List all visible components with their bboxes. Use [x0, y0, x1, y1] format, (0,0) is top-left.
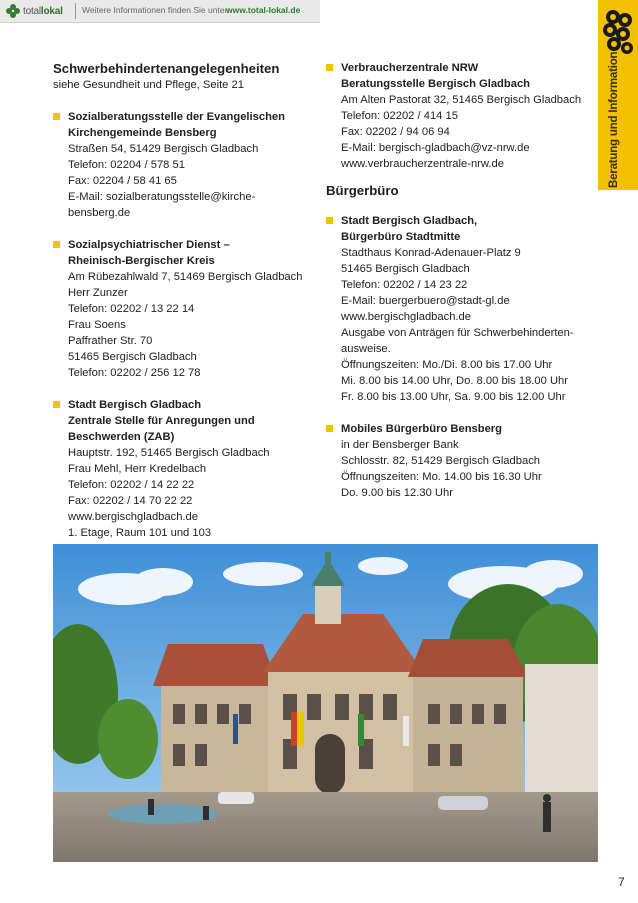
entry-phone: Telefon: 02202 / 414 15: [341, 110, 458, 122]
entry-title-line: Stadt Bergisch Gladbach,: [341, 215, 478, 227]
entry-contact-name: Frau Soens: [68, 319, 126, 331]
town-hall-photo: [53, 544, 598, 862]
right-column: [326, 60, 588, 501]
entry-phone: Telefon: 02202 / 13 22 14: [68, 303, 195, 315]
entry-hours: Do. 9.00 bis 12.30 Uhr: [341, 487, 453, 499]
entry-hours: Öffnungszeiten: Mo. 14.00 bis 16.30 Uhr: [341, 471, 542, 483]
entry-address: Am Alten Pastorat 32, 51465 Bergisch Gladbach: [341, 94, 582, 106]
entry-address: 51465 Bergisch Gladbach: [341, 263, 470, 275]
entry-email-link[interactable]: E-Mail: buergerbuero@stadt-gl.de: [341, 295, 510, 307]
logo-flower-icon: [6, 4, 20, 18]
entry-website-link[interactable]: www.verbraucherzentrale-nrw.de: [341, 158, 504, 170]
entry-email-link[interactable]: E-Mail: sozialberatungsstelle@kirche-bensberg.de: [68, 191, 256, 219]
entry-address: Schlosstr. 82, 51429 Bergisch Gladbach: [341, 455, 541, 467]
entry-website-link[interactable]: www.bergischgladbach.de: [68, 511, 198, 523]
entry-fax: Fax: 02202 / 94 06 94: [341, 126, 450, 138]
entry-contact-name: Frau Mehl, Herr Kredelbach: [68, 463, 207, 475]
bullet-square-icon: [326, 217, 333, 224]
entry-note: Ausgabe von Anträgen für Schwerbehinderten-: [341, 327, 574, 339]
entry-title-line: Beschwerden (ZAB): [68, 431, 175, 443]
entry-location: in der Bensberger Bank: [341, 439, 459, 451]
entry-email-link[interactable]: E-Mail: bergisch-gladbach@vz-nrw.de: [341, 142, 530, 154]
entry-phone: Telefon: 02202 / 14 23 22: [341, 279, 468, 291]
chapter-tab-label: Beratung und Information: [608, 51, 620, 188]
entry-title-line: Mobiles Bürgerbüro Bensberg: [341, 423, 502, 435]
entry-hours: Mi. 8.00 bis 14.00 Uhr, Do. 8.00 bis 18.00 Uhr: [341, 375, 568, 387]
entry-fax: Fax: 02204 / 58 41 65: [68, 175, 177, 187]
entry-sozialpsychiatrischer-dienst: [53, 237, 315, 381]
entry-title-line: Sozialberatungsstelle der Evangelischen: [68, 111, 285, 123]
entry-title-line: Sozialpsychiatrischer Dienst –: [68, 239, 230, 251]
top-header-bar: [0, 0, 320, 23]
bullet-square-icon: [53, 401, 60, 408]
logo-wordmark: totallokal: [23, 5, 63, 17]
section-subtitle: siehe Gesundheit und Pflege, Seite 21: [53, 79, 244, 91]
entry-phone: Telefon: 02204 / 578 51: [68, 159, 185, 171]
section-title-buergerbuero: Bürgerbüro: [326, 183, 399, 198]
entry-title-line: Rheinisch-Bergischer Kreis: [68, 255, 215, 267]
left-column: [53, 60, 315, 541]
section-title-schwerbehinderten: Schwerbehindertenangelegenheiten: [53, 61, 280, 76]
entry-contact-name: Herr Zunzer: [68, 287, 128, 299]
entry-title-line: Bürgerbüro Stadtmitte: [341, 231, 461, 243]
entry-address: Straßen 54, 51429 Bergisch Gladbach: [68, 143, 259, 155]
entry-phone: Telefon: 02202 / 14 22 22: [68, 479, 195, 491]
entry-buergerbuero-stadtmitte: [326, 213, 588, 405]
entry-zab: [53, 397, 315, 541]
entry-title-line: Kirchengemeinde Bensberg: [68, 127, 217, 139]
entry-sozialberatungsstelle: [53, 109, 315, 221]
header-info-text: Weitere Informationen finden Sie unter:: [82, 5, 230, 15]
entry-phone: Telefon: 02202 / 256 12 78: [68, 367, 201, 379]
page-number: 7: [618, 875, 625, 889]
entry-website-link[interactable]: www.bergischgladbach.de: [341, 311, 471, 323]
entry-mobiles-buergerbuero: [326, 421, 588, 501]
bullet-square-icon: [326, 425, 333, 432]
entry-address: 51465 Bergisch Gladbach: [68, 351, 197, 363]
entry-room: 1. Etage, Raum 101 und 103: [68, 527, 212, 539]
entry-hours: Fr. 8.00 bis 13.00 Uhr, Sa. 9.00 bis 12.00 Uhr: [341, 391, 566, 403]
entry-address: Hauptstr. 192, 51465 Bergisch Gladbach: [68, 447, 270, 459]
bullet-square-icon: [326, 64, 333, 71]
entry-verbraucherzentrale: [326, 60, 588, 172]
entry-title-line: Zentrale Stelle für Anregungen und: [68, 415, 255, 427]
entry-address: Paffrather Str. 70: [68, 335, 153, 347]
entry-address: Am Rübezahlwald 7, 51469 Bergisch Gladbach: [68, 271, 303, 283]
header-divider: [75, 3, 76, 19]
header-url-link[interactable]: www.total-lokal.de: [226, 5, 301, 15]
entry-hours: Öffnungszeiten: Mo./Di. 8.00 bis 17.00 Uhr: [341, 359, 553, 371]
entry-title-line: Stadt Bergisch Gladbach: [68, 399, 202, 411]
entry-title-line: Verbraucherzentrale NRW: [341, 62, 479, 74]
entry-title-line: Beratungsstelle Bergisch Gladbach: [341, 78, 531, 90]
entry-address: Stadthaus Konrad-Adenauer-Platz 9: [341, 247, 521, 259]
totallokal-logo[interactable]: [6, 3, 63, 19]
bullet-square-icon: [53, 113, 60, 120]
bullet-square-icon: [53, 241, 60, 248]
entry-fax: Fax: 02202 / 14 70 22 22: [68, 495, 193, 507]
entry-note: ausweise.: [341, 343, 391, 355]
